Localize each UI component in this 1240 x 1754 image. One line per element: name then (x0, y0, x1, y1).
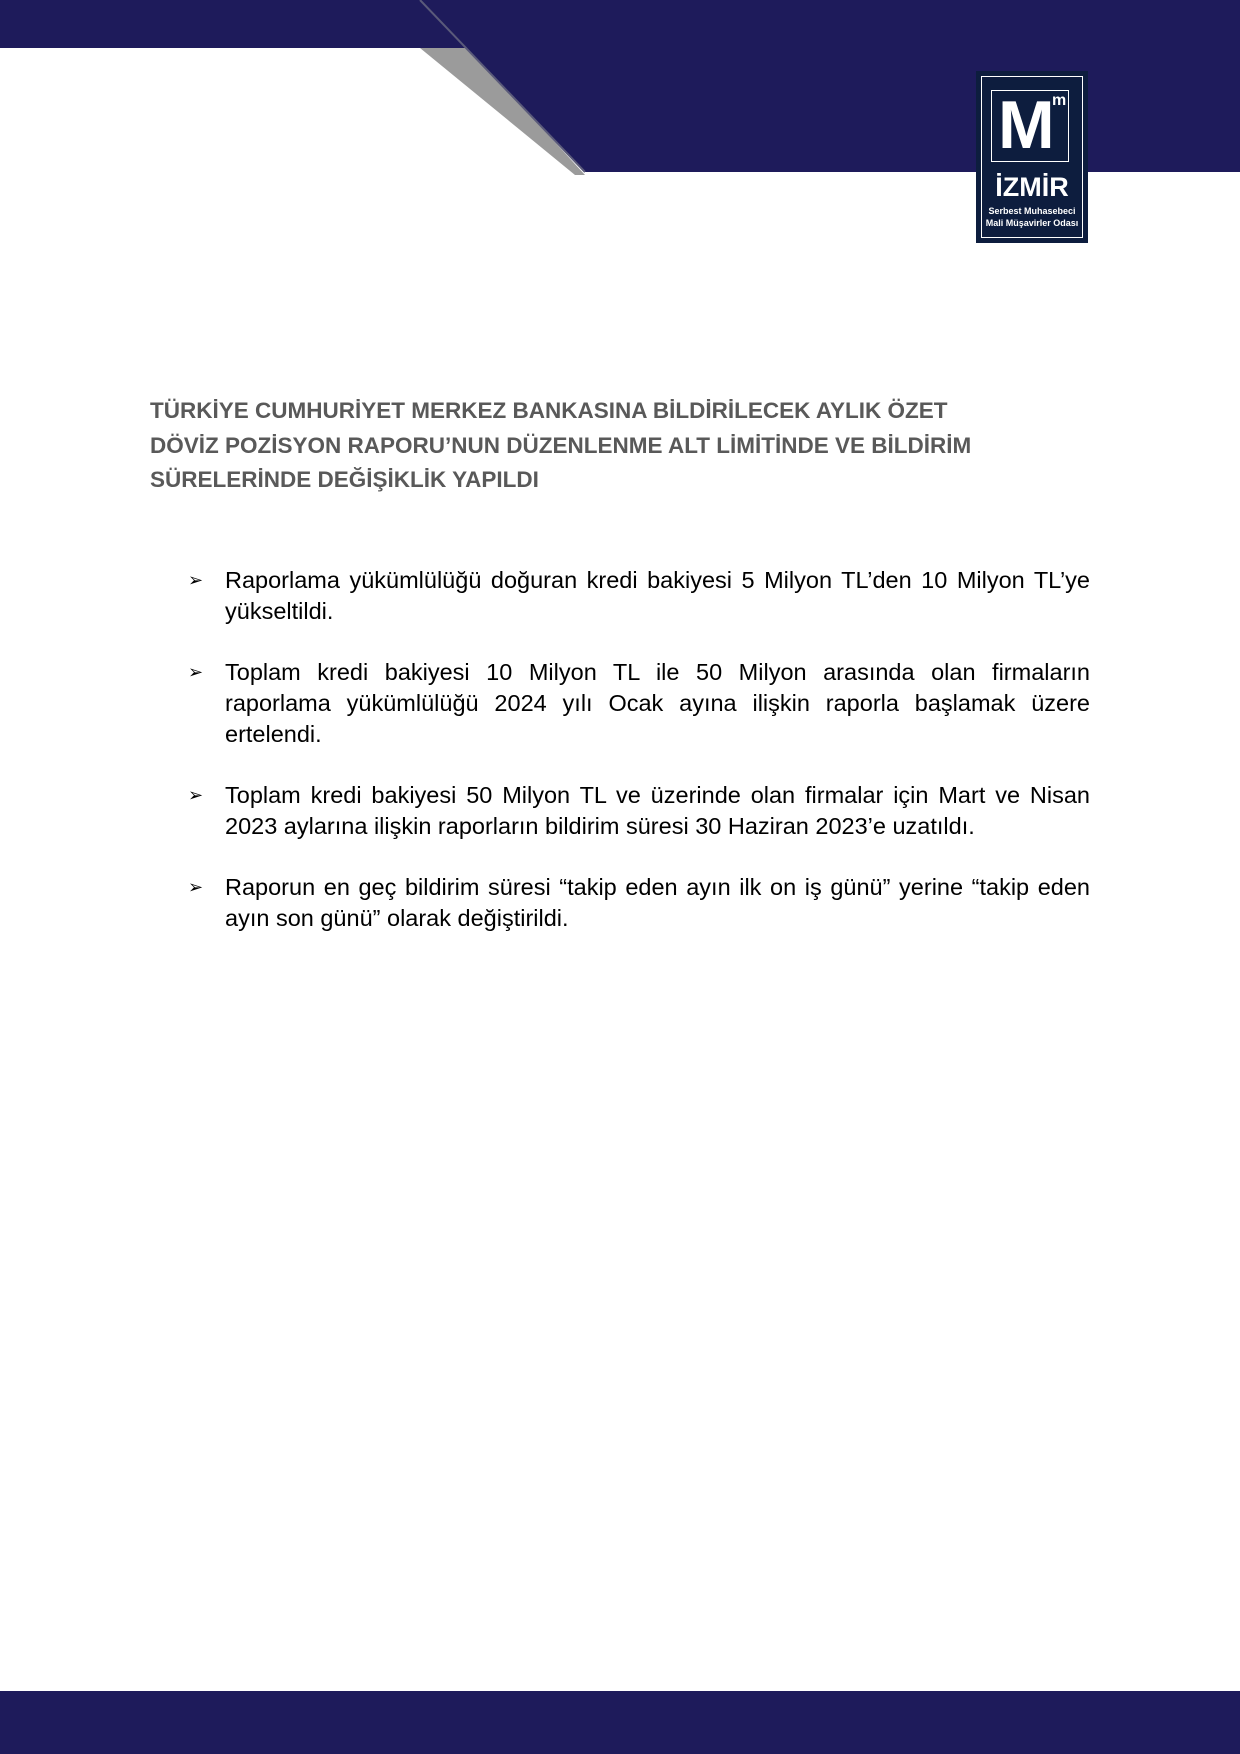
logo-mark-small: m (1052, 92, 1067, 109)
logo-mark-box (991, 87, 1069, 163)
bullet-text: Toplam kredi bakiyesi 50 Milyon TL ve üzerinde olan firmalar için Mart ve Nisan 2023 aylarına ilişkin raporların bildirim süresi 30 Haziran 2023’e uzatıldı. (225, 782, 1090, 839)
arrow-bullet-icon: ➢ (188, 785, 204, 806)
header-band-top (0, 0, 470, 48)
bullet-item (150, 780, 1090, 842)
document-title (150, 394, 1090, 498)
bullet-text: Raporun en geç bildirim süresi “takip eden ayın ilk on iş günü” yerine “takip eden ayın son günü” olarak değiştirildi. (225, 874, 1090, 931)
bullet-item (150, 565, 1090, 627)
bullet-list (150, 565, 1090, 964)
footer-band (0, 1691, 1240, 1754)
title-line: TÜRKİYE CUMHURİYET MERKEZ BANKASINA BİLDİRİLECEK AYLIK ÖZET (150, 398, 948, 423)
arrow-bullet-icon: ➢ (188, 877, 204, 898)
logo-city: İZMİR (995, 172, 1069, 202)
bullet-item (150, 657, 1090, 750)
title-line: SÜRELERİNDE DEĞİŞİKLİK YAPILDI (150, 467, 539, 492)
bullet-text: Raporlama yükümlülüğü doğuran kredi bakiyesi 5 Milyon TL’den 10 Milyon TL’ye yükseltildi. (225, 567, 1090, 624)
logo-subtitle-line1: Serbest Muhasebeci (988, 206, 1076, 216)
logo-mark: M (998, 87, 1055, 163)
bullet-text: Toplam kredi bakiyesi 10 Milyon TL ile 50 Milyon arasında olan firmaların raporlama yükümlülüğü 2024 yılı Ocak ayına ilişkin raporla başlamak üzere ertelendi. (225, 659, 1090, 747)
izmir-smmmo-logo (976, 71, 1088, 243)
title-line: DÖVİZ POZİSYON RAPORU’NUN DÜZENLENME ALT LİMİTİNDE VE BİLDİRİM (150, 432, 972, 458)
arrow-bullet-icon: ➢ (188, 570, 204, 591)
bullet-item (150, 872, 1090, 934)
logo-subtitle-line2: Mali Müşavirler Odası (985, 218, 1079, 228)
arrow-bullet-icon: ➢ (188, 662, 204, 683)
